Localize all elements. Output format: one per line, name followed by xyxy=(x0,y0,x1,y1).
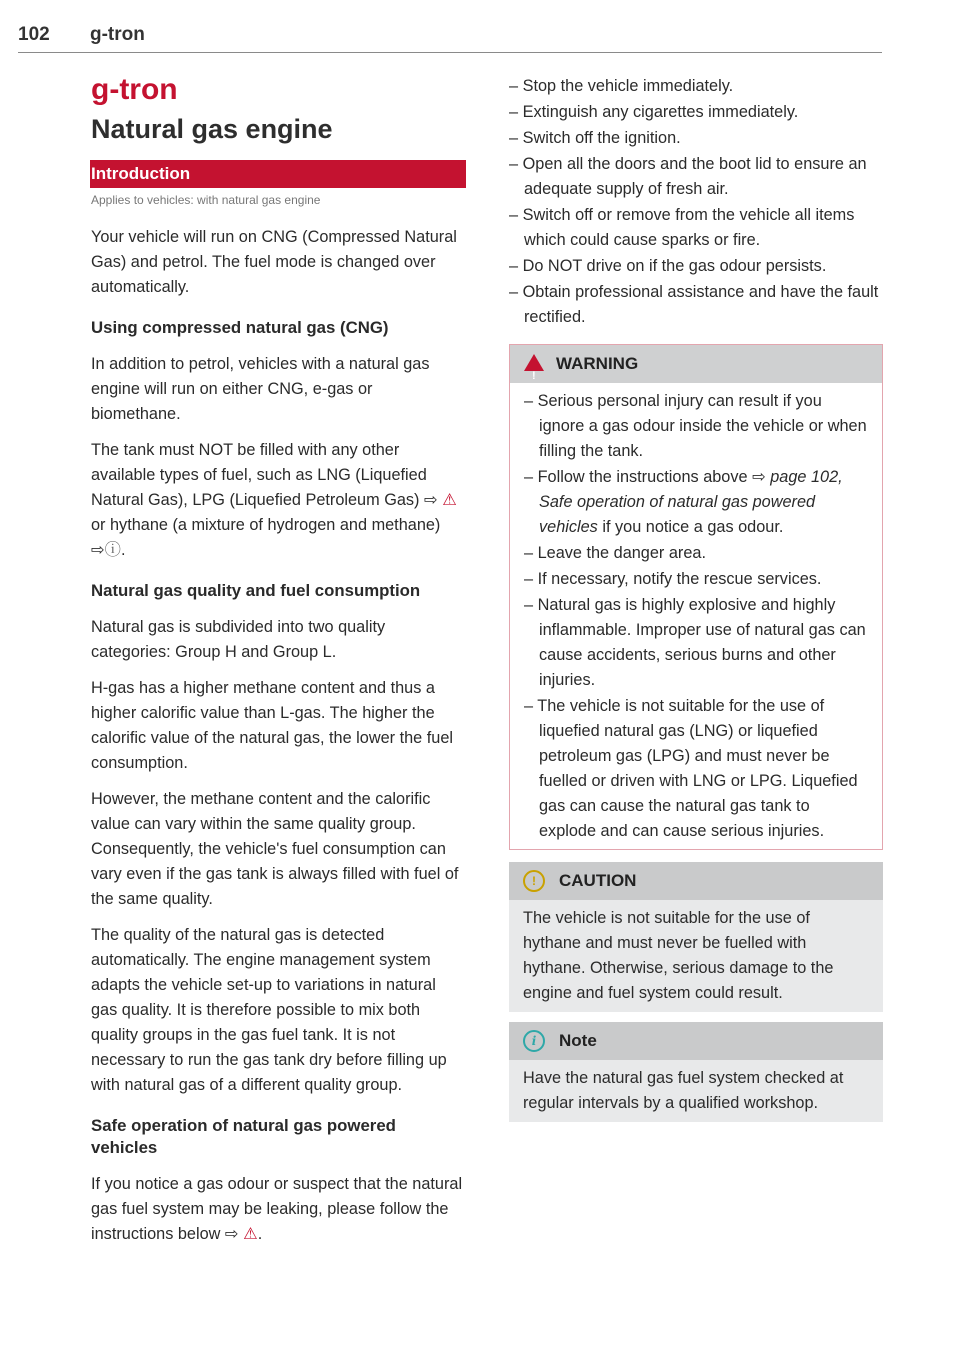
warning-header xyxy=(510,345,882,383)
list-item: – The vehicle is not suitable for the use of liquefied natural gas (LNG) or liquefied petroleum gas (LPG) and must never be fuelled or driven with LNG or LPG. Liquefied gas can cause the natural gas tank to explode and can cause serious injuries. xyxy=(524,694,870,844)
warning-label: WARNING xyxy=(556,354,639,373)
warning-ref-icon[interactable]: ⚠ xyxy=(243,1225,258,1243)
note-text: Have the natural gas fuel system checked at regular intervals by a qualified workshop. xyxy=(523,1069,844,1112)
list-item: – Obtain professional assistance and have the fault rectified. xyxy=(509,280,883,330)
warning-ref-icon[interactable]: ⚠ xyxy=(442,491,457,509)
quality-categories-paragraph: Natural gas is subdivided into two quality categories: Group H and Group L. xyxy=(91,618,386,661)
follow-instructions-end: if you notice a gas odour. xyxy=(597,518,784,536)
running-header-title: g-tron xyxy=(90,24,145,45)
list-item xyxy=(524,465,870,540)
applies-to-note: Applies to vehicles: with natural gas engine xyxy=(91,193,321,207)
heading-safe-operation: Safe operation of natural gas powered vehicles xyxy=(91,1116,396,1157)
note-box xyxy=(509,1022,883,1122)
safety-steps-list xyxy=(509,74,883,330)
warning-box xyxy=(509,344,883,850)
list-item: – Serious personal injury can result if you ignore a gas odour inside the vehicle or when filling the tank. xyxy=(524,389,870,464)
h-gas-paragraph: H-gas has a higher methane content and thus a higher calorific value than L-gas. The higher the calorific value of the natural gas, the lower the fuel consumption. xyxy=(91,679,454,772)
caution-label: CAUTION xyxy=(559,871,637,890)
gas-odour-text-end: . xyxy=(257,1225,263,1243)
introduction-heading: Introduction xyxy=(90,160,466,188)
prohibited-fuels-text-b: or hythane (a mixture of hydrogen and methane) ⇨ xyxy=(91,516,441,559)
heading-using-cng: Using compressed natural gas (CNG) xyxy=(91,318,389,337)
list-item: – If necessary, notify the rescue services. xyxy=(524,567,870,592)
list-item: – Leave the danger area. xyxy=(524,541,870,566)
page-number: 102 xyxy=(18,24,50,45)
intro-paragraph: Your vehicle will run on CNG (Compressed Natural Gas) and petrol. The fuel mode is changed over automatically. xyxy=(91,228,457,296)
section-subtitle: Natural gas engine xyxy=(91,114,333,144)
warning-triangle-icon xyxy=(524,354,544,371)
note-label: Note xyxy=(559,1031,597,1050)
list-item: – Open all the doors and the boot lid to ensure an adequate supply of fresh air. xyxy=(509,152,883,202)
caution-body xyxy=(509,900,883,1012)
note-body xyxy=(509,1060,883,1122)
warning-body xyxy=(510,383,882,849)
page-header xyxy=(18,24,882,53)
note-header xyxy=(509,1022,883,1060)
caution-box xyxy=(509,862,883,1012)
prohibited-fuels-text-c: . xyxy=(120,541,126,559)
list-item: – Switch off the ignition. xyxy=(509,126,883,151)
fuel-types-paragraph: In addition to petrol, vehicles with a natural gas engine will run on either CNG, e-gas or biomethane. xyxy=(91,355,430,423)
list-item: – Natural gas is highly explosive and highly inflammable. Improper use of natural gas can cause accidents, serious burns and other injuries. xyxy=(524,593,870,693)
caution-ref-icon[interactable]: ⓘ xyxy=(104,541,121,559)
gas-odour-text: If you notice a gas odour or suspect that the natural gas fuel system may be leaking, please follow the instructions below ⇨ xyxy=(91,1175,463,1243)
list-item: – Stop the vehicle immediately. xyxy=(509,74,883,99)
methane-variation-paragraph: However, the methane content and the calorific value can vary within the same quality group. Consequently, the vehicle's fuel consumption can vary even if the gas tank is always filled with fuel of the same quality. xyxy=(91,790,459,908)
left-column xyxy=(91,72,466,1258)
follow-instructions-text: Follow the instructions above xyxy=(537,468,753,486)
page-reference-link[interactable]: ⇨ page 102, Safe operation of natural gas powered vehicles xyxy=(539,468,843,536)
list-item: – Do NOT drive on if the gas odour persists. xyxy=(509,254,883,279)
caution-circle-icon: ! xyxy=(523,870,545,892)
prohibited-fuels-text-a: The tank must NOT be filled with any other available types of fuel, such as LNG (Liquefied Natural Gas), LPG (Liquefied Petroleum Gas) ⇨ xyxy=(91,441,438,509)
list-item: – Switch off or remove from the vehicle all items which could cause sparks or fire. xyxy=(509,203,883,253)
section-title: g-tron xyxy=(91,73,178,106)
prohibited-fuels-paragraph xyxy=(91,438,466,563)
warning-list xyxy=(524,389,870,844)
gas-odour-paragraph xyxy=(91,1172,466,1247)
caution-text: The vehicle is not suitable for the use of hythane and must never be fuelled with hythane. Otherwise, serious damage to the engine and fuel system could result. xyxy=(523,909,834,1002)
info-circle-icon: i xyxy=(523,1030,545,1052)
list-item: – Extinguish any cigarettes immediately. xyxy=(509,100,883,125)
quality-detection-paragraph: The quality of the natural gas is detected automatically. The engine management system adapts the vehicle set-up to variations in natural gas quality. It is therefore possible to mix both quality groups in the gas fuel tank. It is not necessary to run the gas tank dry before filling up with natural gas of a different quality group. xyxy=(91,926,447,1094)
heading-gas-quality: Natural gas quality and fuel consumption xyxy=(91,581,421,600)
caution-header xyxy=(509,862,883,900)
right-column xyxy=(509,74,883,1122)
